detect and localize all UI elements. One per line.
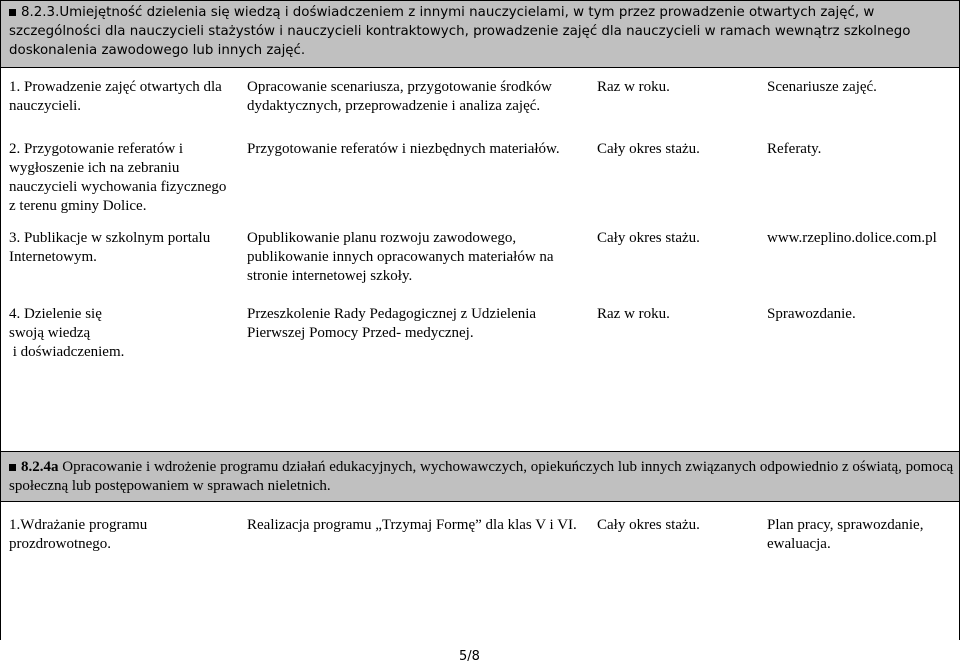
table-row: [1, 140, 959, 229]
section-number: 8.2.3.: [21, 5, 60, 20]
section-text: Umiejętność dzielenia się wiedzą i doświadczeniem z innymi nauczycielami, w tym przez prowadzenie otwartych zajęć, w szczególności dla nauczycieli stażystów i nauczycieli kontraktowych, prowadzenie zajęć dla nauczycieli w ramach wewnątrz szkolnego doskonalenia zawodowego lub innych zajęć.: [9, 5, 911, 58]
section-header-8-2-3: [1, 0, 959, 68]
evidence-cell: www.rzeplino.dolice.com.pl: [767, 230, 937, 246]
action-cell: Realizacja programu „Trzymaj Formę” dla klas V i VI.: [247, 517, 577, 533]
bullet-icon: [9, 9, 16, 16]
term-cell: Cały okres stażu.: [597, 517, 700, 533]
table-row: [1, 516, 959, 596]
term-cell: Cały okres stażu.: [597, 230, 700, 246]
evidence-cell: Scenariusze zajęć.: [767, 79, 877, 95]
bullet-icon: [9, 464, 16, 471]
task-cell: 2. Przygotowanie referatów i wygłoszenie ich na zebraniu nauczycieli wychowania fizycznego z terenu gminy Dolice.: [9, 141, 227, 214]
term-cell: Raz w roku.: [597, 306, 670, 322]
table-row: [1, 78, 959, 140]
action-cell: Przygotowanie referatów i niezbędnych materiałów.: [247, 141, 560, 157]
page-number: 5/8: [459, 649, 480, 664]
table-row: [1, 305, 959, 451]
task-line: 4. Dzielenie się: [9, 306, 102, 322]
action-cell: Przeszkolenie Rady Pedagogicznej z Udzielenia Pierwszej Pomocy Przed- medycznej.: [247, 306, 537, 341]
evidence-cell: Plan pracy, sprawozdanie, ewaluacja.: [767, 517, 924, 552]
task-cell: 1. Prowadzenie zajęć otwartych dla nauczycieli.: [9, 79, 222, 114]
evidence-cell: Sprawozdanie.: [767, 306, 856, 322]
page-footer: [0, 640, 960, 662]
section-text: Opracowanie i wdrożenie programu działań edukacyjnych, wychowawczych, opiekuńczych lub innych związanych odpowiednio z oświatą, pomocą społeczną lub postępowaniem w sprawach nieletnich.: [9, 459, 954, 494]
term-cell: Cały okres stażu.: [597, 141, 700, 157]
action-cell: Opracowanie scenariusza, przygotowanie środków dydaktycznych, przeprowadzenie i analiza zajęć.: [247, 79, 552, 114]
section-header-8-2-4a: [1, 451, 959, 502]
task-cell: [9, 305, 234, 362]
task-line: i doświadczeniem.: [9, 344, 125, 360]
term-cell: Raz w roku.: [597, 79, 670, 95]
task-cell: 1.Wdrażanie programu prozdrowotnego.: [9, 517, 148, 552]
task-cell: 3. Publikacje w szkolnym portalu Internetowym.: [9, 230, 211, 265]
action-cell: Opublikowanie planu rozwoju zawodowego, publikowanie innych opracowanych materiałów na stronie internetowej szkoły.: [247, 230, 554, 284]
section-number: 8.2.4a: [21, 459, 59, 475]
evidence-cell: Referaty.: [767, 141, 822, 157]
task-line: swoją wiedzą: [9, 325, 91, 341]
table-row: [1, 229, 959, 305]
